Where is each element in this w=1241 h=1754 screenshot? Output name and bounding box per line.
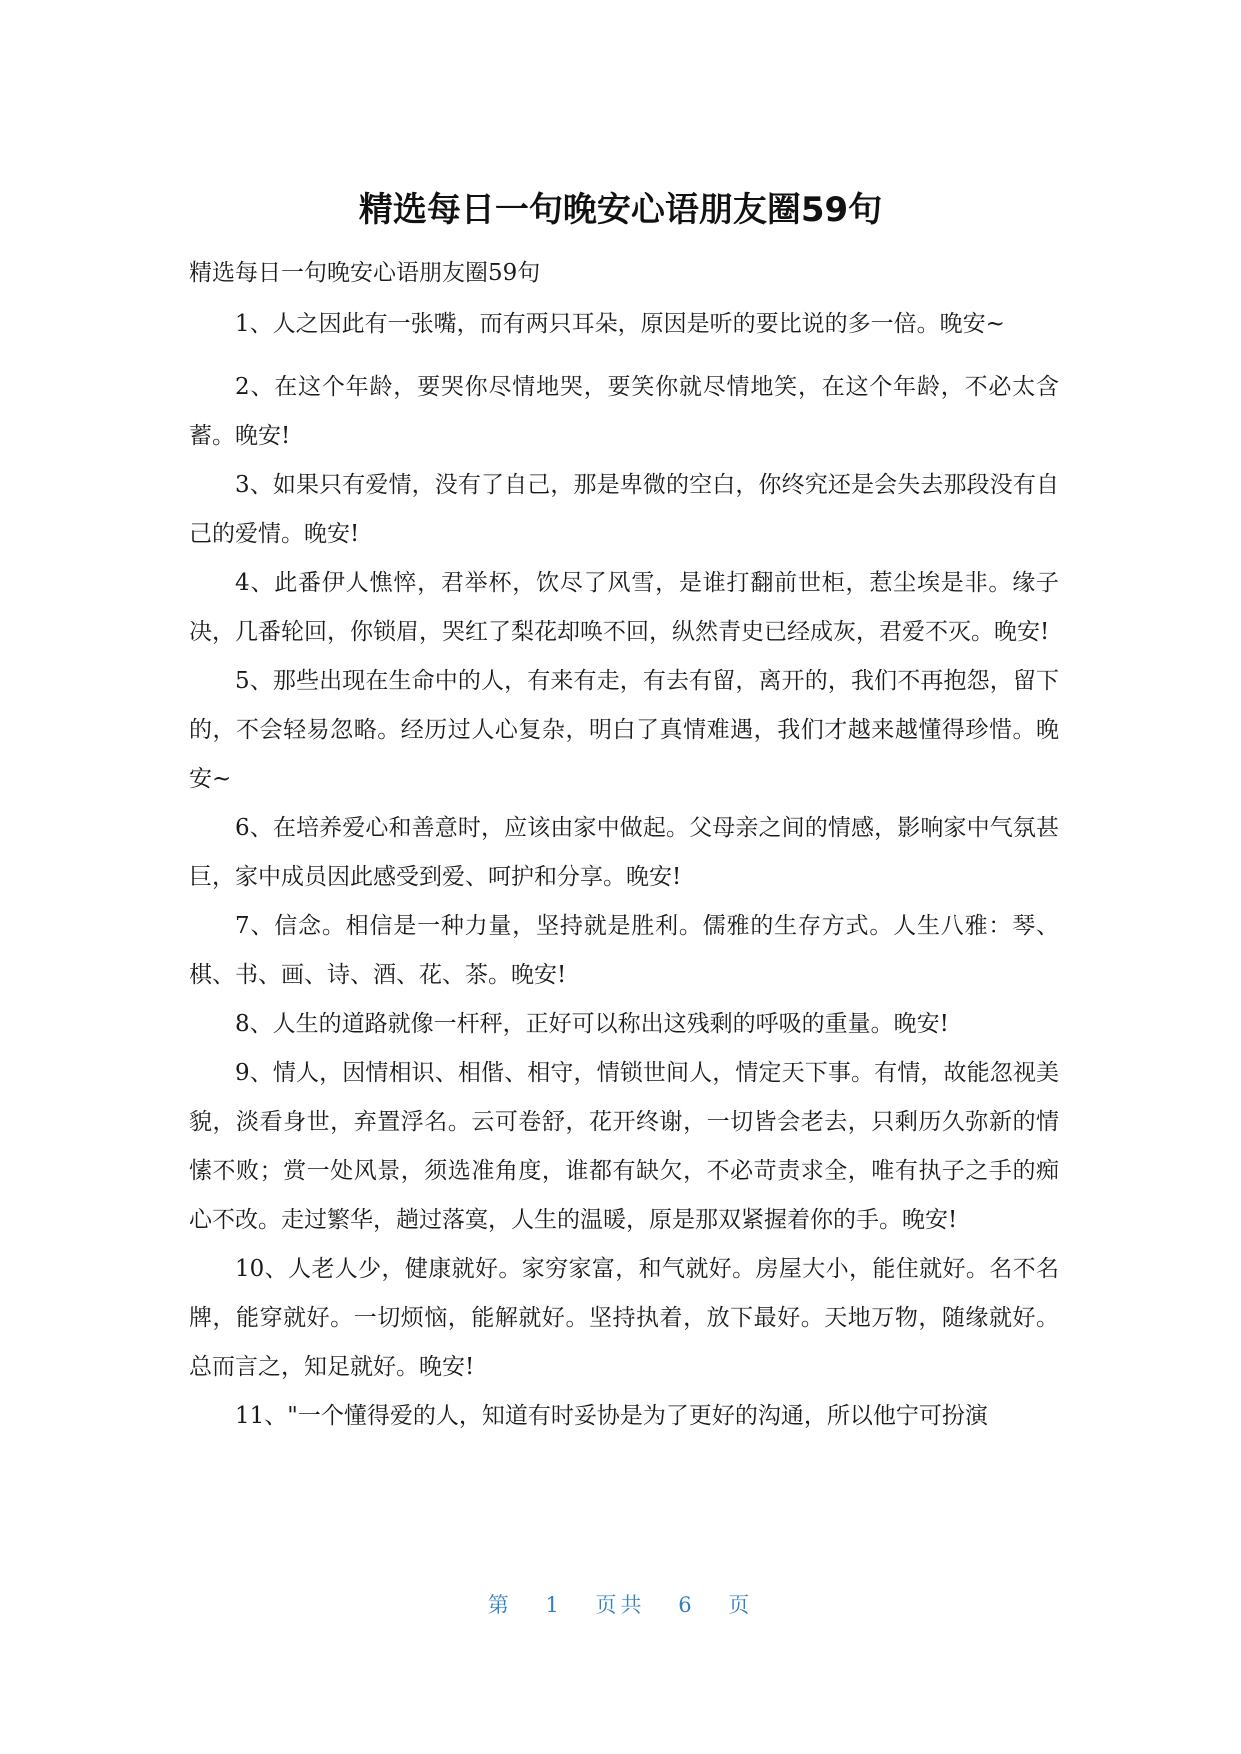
paragraph-5: 5、那些出现在生命中的人，有来有走，有去有留，离开的，我们不再抱怨，留下的，不会轻易忽略。经历过人心复杂，明白了真情难遇，我们才越来越懂得珍惜。晚安~	[189, 668, 1059, 792]
paragraph-3: 3、如果只有爱情，没有了自己，那是卑微的空白，你终究还是会失去那段没有自己的爱情。晚安!	[189, 472, 1059, 547]
footer-prefix: 第	[487, 1593, 513, 1617]
paragraph-8: 8、人生的道路就像一杆秤，正好可以称出这残剩的呼吸的重量。晚安!	[235, 1011, 949, 1037]
document-body	[189, 300, 1059, 1441]
page-footer	[0, 1590, 1241, 1620]
paragraph-6: 6、在培养爱心和善意时，应该由家中做起。父母亲之间的情感，影响家中气氛甚巨，家中成员因此感受到爱、呵护和分享。晚安!	[189, 815, 1059, 890]
footer-page-number: 1	[545, 1593, 563, 1617]
footer-middle: 页共	[595, 1593, 646, 1617]
document-subtitle: 精选每日一句晚安心语朋友圈59句	[189, 260, 541, 286]
paragraph-7: 7、信念。相信是一种力量，坚持就是胜利。儒雅的生存方式。人生八雅：琴、棋、书、画、诗、酒、花、茶。晚安!	[189, 913, 1059, 988]
document-title: 精选每日一句晚安心语朋友圈59句	[358, 190, 883, 230]
footer-total-pages: 6	[678, 1593, 696, 1617]
paragraph-11: 11、"一个懂得爱的人，知道有时妥协是为了更好的沟通，所以他宁可扮演	[235, 1403, 988, 1429]
paragraph-4: 4、此番伊人憔悴，君举杯，饮尽了风雪，是谁打翻前世柜，惹尘埃是非。缘子决，几番轮回，你锁眉，哭红了梨花却唤不回，纵然青史已经成灰，君爱不灭。晚安!	[189, 570, 1059, 645]
paragraph-2: 2、在这个年龄，要哭你尽情地哭，要笑你就尽情地笑，在这个年龄，不必太含蓄。晚安!	[189, 374, 1059, 449]
paragraph-10: 10、人老人少，健康就好。家穷家富，和气就好。房屋大小，能住就好。名不名牌，能穿就好。一切烦恼，能解就好。坚持执着，放下最好。天地万物，随缘就好。总而言之，知足就好。晚安!	[189, 1256, 1059, 1380]
footer-suffix: 页	[728, 1593, 754, 1617]
paragraph-9: 9、情人，因情相识、相偕、相守，情锁世间人，情定天下事。有情，故能忽视美貌，淡看身世，弃置浮名。云可卷舒，花开终谢，一切皆会老去，只剩历久弥新的情愫不败；赏一处风景，须选准角度，谁都有缺欠，不必苛责求全，唯有执子之手的痴心不改。走过繁华，趟过落寞，人生的温暖，原是那双紧握着你的手。晚安!	[189, 1060, 1059, 1233]
paragraph-1: 1、人之因此有一张嘴，而有两只耳朵，原因是听的要比说的多一倍。晚安~	[235, 311, 1005, 337]
